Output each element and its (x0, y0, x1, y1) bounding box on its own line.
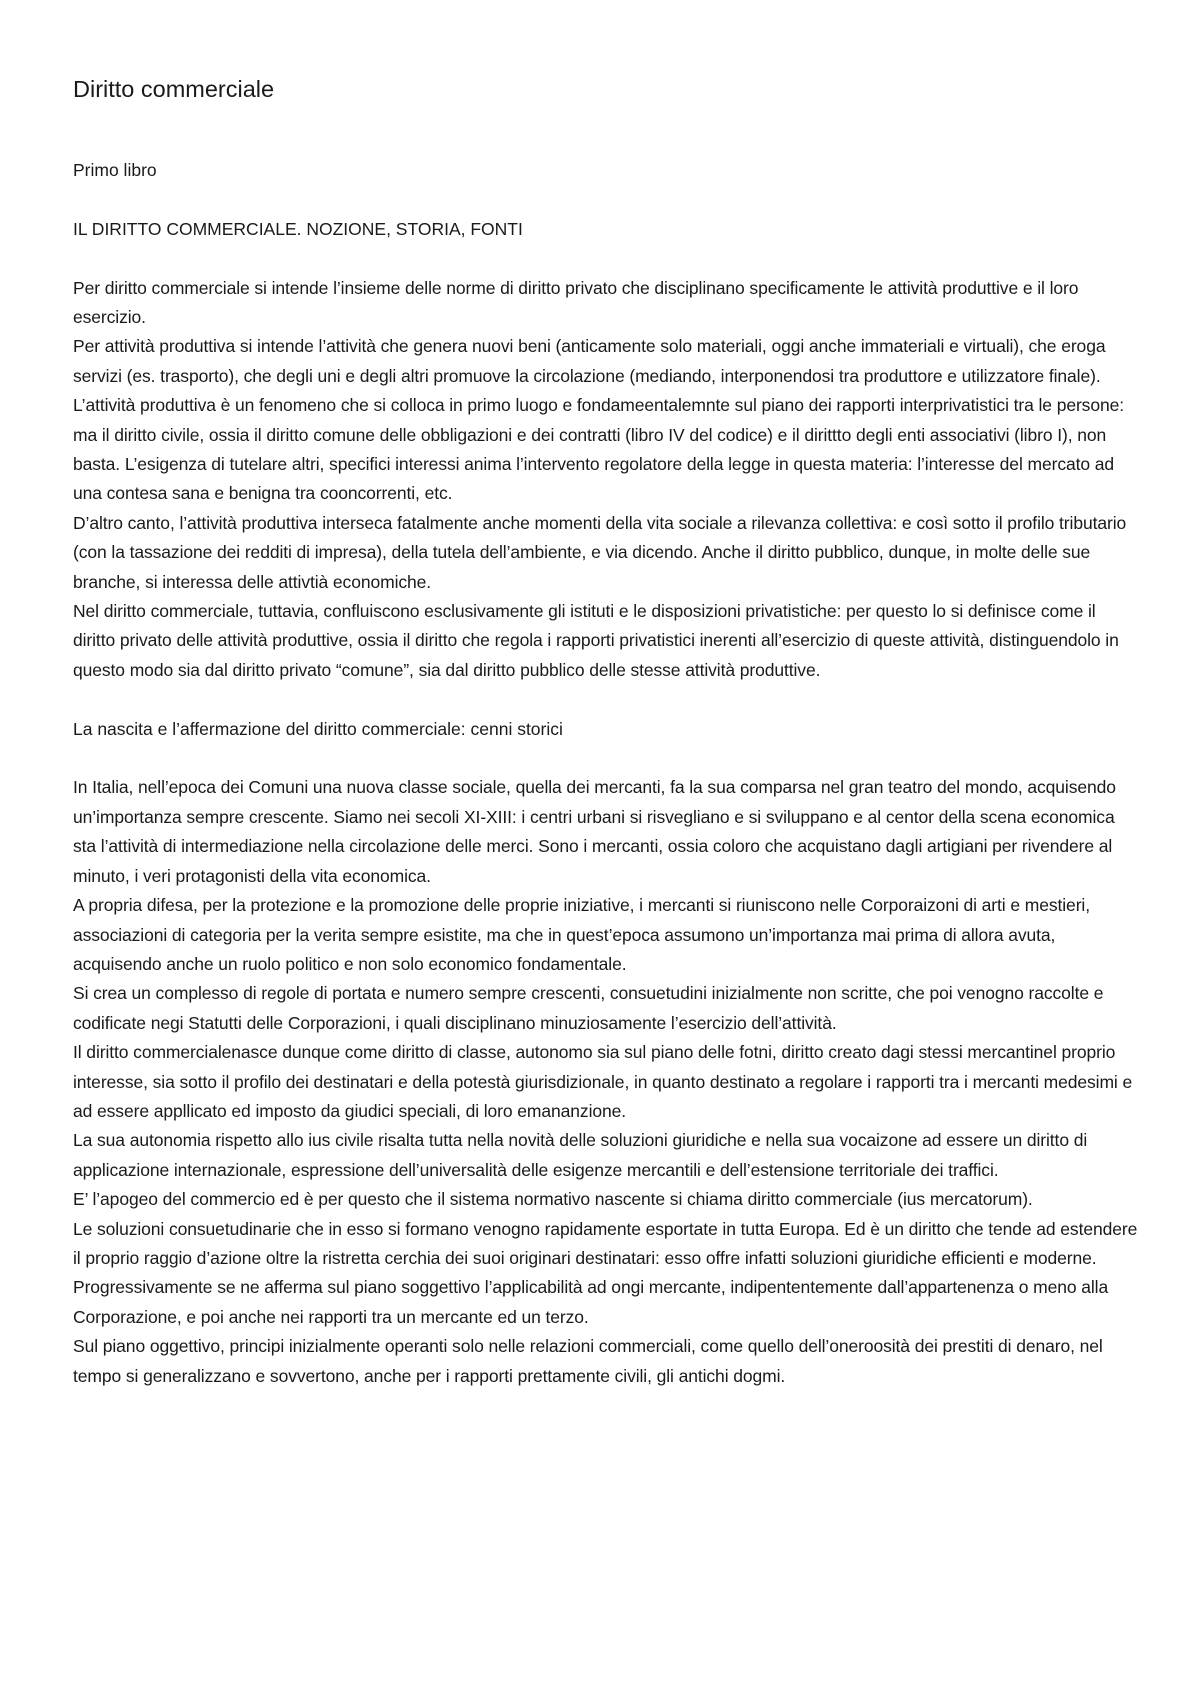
book-label: Primo libro (73, 160, 157, 180)
spacer (73, 744, 1140, 773)
paragraph: A propria difesa, per la protezione e la promozione delle proprie iniziative, i mercanti si riuniscono nelle Corporaizoni di arti e mestieri, associazioni di categoria per la verita sempre esistite, ma che in quest’epoca assumono un’importanza mai prima di allora avuta, acquisendo anche un ruolo politico e non solo economico fondamentale. (73, 895, 1090, 974)
paragraph: L’attività produttiva è un fenomeno che si colloca in primo luogo e fondameentalemnte sul piano dei rapporti interprivatistici tra le persone: ma il diritto civile, ossia il diritto comune delle obbligazioni e dei contratti (libro IV del codice) e il dirittto degli enti associativi (libro I), non basta. L’esigenza di tutelare altri, specifici interessi anima l’intervento regolatore della legge in questa materia: l’interesse del mercato ad una contesa sana e benigna tra cooncorrenti, etc. (73, 395, 1124, 504)
paragraph: Sul piano oggettivo, principi inizialmente operanti solo nelle relazioni commerciali, come quello dell’oneroosità dei prestiti di denaro, nel tempo si generalizzano e sovvertono, anche per i rapporti prettamente civili, gli antichi dogmi. (73, 1336, 1103, 1386)
section-heading: IL DIRITTO COMMERCIALE. NOZIONE, STORIA, FONTI (73, 218, 523, 239)
paragraph: La sua autonomia rispetto allo ius civile risalta tutta nella novità delle soluzioni giuridiche e nella sua vocaizone ad essere un diritto di applicazione internazionale, espressione dell’universalità delle esigenze mercantili e dell’estensione territoriale dei traffici. (73, 1130, 1088, 1180)
paragraph: Per attività produttiva si intende l’attività che genera nuovi beni (anticamente solo materiali, oggi anche immateriali e virtuali), che eroga servizi (es. trasporto), che degli uni e degli altri promuove la circolazione (mediando, interponendosi tra produttore e utilizzatore finale). (73, 336, 1106, 386)
spacer (73, 244, 1140, 273)
paragraph: Per diritto commerciale si intende l’insieme delle norme di diritto privato che disciplinano specificamente le attività produttive e il loro esercizio. (73, 277, 1079, 327)
paragraph: Le soluzioni consuetudinarie che in esso si formano venogno rapidamente esportate in tutta Europa. Ed è un diritto che tende ad estendere il proprio raggio d’azione oltre la ristretta cerchia dei suoi originari destinatari: esso offre infatti soluzioni giuridiche efficienti e moderne. (73, 1218, 1138, 1268)
paragraph: E’ l’apogeo del commercio ed è per questo che il sistema normativo nascente si chiama diritto commerciale (ius mercatorum). (73, 1189, 1033, 1210)
paragraph: Il diritto commercialenasce dunque come diritto di classe, autonomo sia sul piano delle fotni, diritto creato dagi stessi mercantinel proprio interesse, sia sotto il profilo dei destinatari e della potestà giurisdizionale, in quanto destinato a regolare i rapporti tra i mercanti medesimi e ad essere appllicato ed imposto da giudici speciali, di loro emananzione. (73, 1042, 1133, 1121)
section-heading: La nascita e l’affermazione del diritto commerciale: cenni storici (73, 718, 563, 739)
paragraph: Si crea un complesso di regole di portata e numero sempre crescenti, consuetudini inizialmente non scritte, che poi venogno raccolte e codificate negi Statutti delle Corporazioni, i quali disciplinano minuziosamente l’esercizio dell’attività. (73, 983, 1104, 1033)
paragraph: D’altro canto, l’attività produttiva interseca fatalmente anche momenti della vita sociale a rilevanza collettiva: e così sotto il profilo tributario (con la tassazione dei redditi di impresa), della tutela dell’ambiente, e via dicendo. Anche il diritto pubblico, dunque, in molte delle sue branche, si interessa delle attivtià economiche. (73, 512, 1127, 592)
document-title: Diritto commerciale (73, 76, 275, 102)
paragraph: Nel diritto commerciale, tuttavia, confluiscono esclusivamente gli istituti e le disposizioni privatistiche: per questo lo si definisce come il diritto privato delle attività produttive, ossia il diritto che regola i rapporti privatistici inerenti all’esercizio di queste attività, distinguendolo in questo modo sia dal diritto privato “comune”, sia dal diritto pubblico delle stesse attività produttive. (73, 601, 1119, 680)
paragraph: In Italia, nell’epoca dei Comuni una nuova classe sociale, quella dei mercanti, fa la sua comparsa nel gran teatro del mondo, acquisendo un’importanza sempre crescente. Siamo nei secoli XI-XIII: i centri urbani si risvegliano e si sviluppano e al centor della scena economica sta l’attività di intermediazione nella circolazione delle merci. Sono i mercanti, ossia coloro che acquistano dagli artigiani per rivendere al minuto, i veri protagonisti della vita economica. (73, 777, 1116, 886)
paragraph: Progressivamente se ne afferma sul piano soggettivo l’applicabilità ad ongi mercante, indipententemente dall’appartenenza o meno alla Corporazione, e poi anche nei rapporti tra un mercante ed un terzo. (73, 1277, 1109, 1327)
